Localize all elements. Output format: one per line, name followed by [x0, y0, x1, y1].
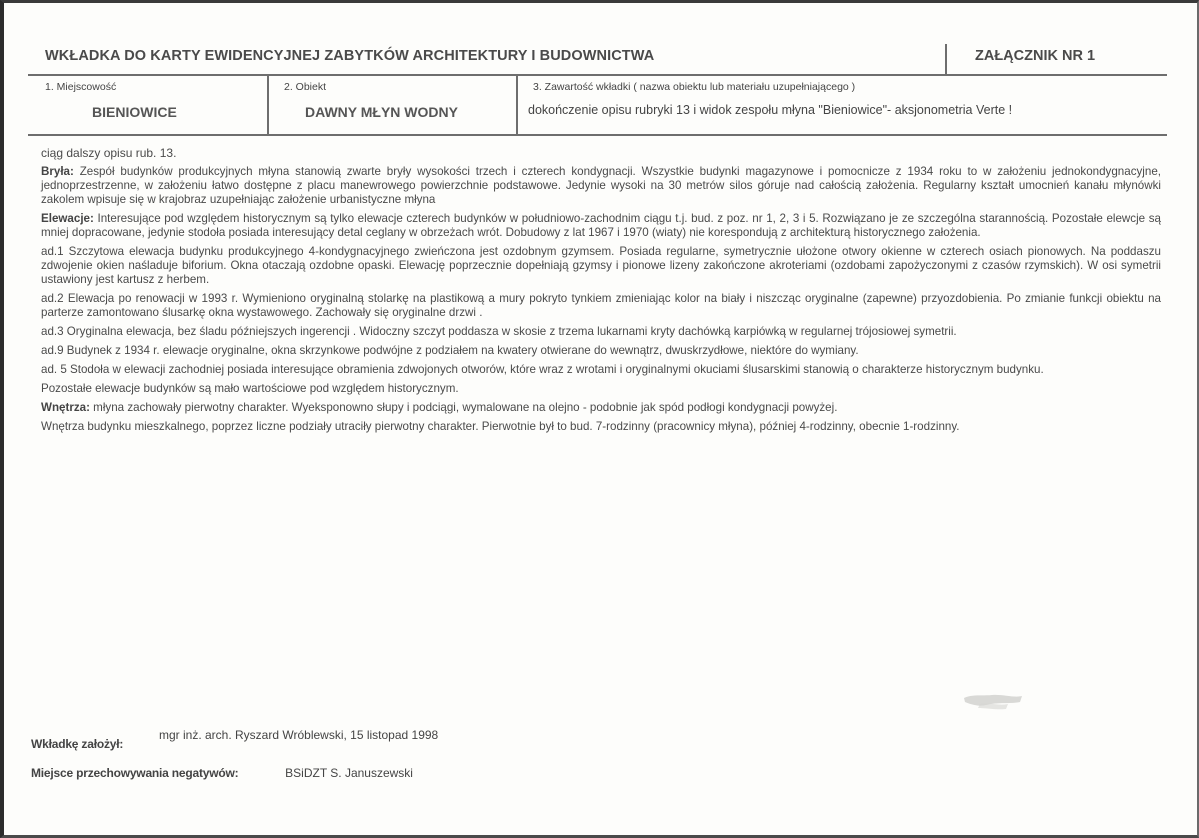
footer-created-value-row — [159, 728, 438, 742]
description-body — [41, 146, 1161, 439]
scan-smudge — [962, 690, 1024, 712]
paragraph-lead: Elewacje: — [41, 212, 94, 225]
paragraph-ad3 — [41, 325, 1161, 339]
footer-storage-row — [31, 766, 413, 780]
paragraph-ad1 — [41, 245, 1161, 287]
paragraph-ad9 — [41, 344, 1161, 358]
description-intro: ciąg dalszy opisu rub. 13. — [41, 146, 177, 160]
form-title: WKŁADKA DO KARTY EWIDENCYJNEJ ZABYTKÓW ARCHITEKTURY I BUDOWNICTWA — [45, 48, 655, 64]
paragraph-bryla — [41, 165, 1161, 207]
header-divider — [945, 44, 947, 74]
paragraph-ad2 — [41, 292, 1161, 320]
paragraph-text: Interesujące pod względem historycznym są tylko elewacje czterech budynków w południowo-zachodnim ciągu t.j. bud. z poz. nr 1, 2, 3 i 5. Rozwiązano je ze szczególna starannością. Pozostałe elewcje są mniej dopracowane, jedynie stodoła posiada interesujący detal ceglany w obrzeżach wrót. Dobudowy z lat 1967 i 1970 (wiaty) nie korespondują z architekturą historycznego założenia. — [41, 212, 1161, 239]
footer-created-label-row — [31, 737, 123, 751]
object-label: 2. Obiekt — [284, 81, 327, 93]
paragraph-text: Zespół budynków produkcyjnych młyna stanowią zwarte bryły wysokości trzech i czterech kondygnacji. Wszystkie budynki magazynowe i pomocnicze z 1934 roku to w założeniu jednokondygnacyjne, jednoprzestrzenne, w założeniu łatwo dostępne z placu manewrowego powierzchnie podstawowe. Jedynie wysoki na 30 metrów silos góruje nad całością założenia. Regularny kształt umocnień kanału młynówki zakolem wpisuje się w krajobraz uzupełniając założenie urbanistyczne młyna — [41, 165, 1161, 206]
annex-number: ZAŁĄCZNIK NR 1 — [975, 48, 1096, 64]
storage-value: BSiDZT S. Januszewski — [285, 766, 413, 780]
locality-value: BIENIOWICE — [92, 104, 177, 120]
paragraph-text: młyna zachowały pierwotny charakter. Wyeksponowno słupy i podciągi, wymalowane na olejno - podobnie jak spód podłogi kondygnacji powyżej. — [89, 401, 838, 414]
paragraph-text: ad.3 Oryginalna elewacja, bez śladu późniejszych ingerencji . Widoczny szczyt poddasza w skosie z trzema lukarnami kryty dachówką karpiówką w regularnej trójosiowej symetrii. — [41, 325, 957, 338]
form-fields-row — [28, 75, 1167, 136]
paragraph-lead: Wnętrza: — [41, 401, 90, 414]
paragraph-text: Pozostałe elewacje budynków są mało wartościowe pod względem historycznym. — [41, 382, 459, 395]
created-by-value: mgr inż. arch. Ryszard Wróblewski, 15 listopad 1998 — [159, 728, 439, 742]
field-divider — [267, 75, 269, 134]
storage-label: Miejsce przechowywania negatywów: — [31, 766, 239, 780]
paragraph-wnetrza-mieszkalne — [41, 420, 1161, 434]
contents-value: dokończenie opisu rubryki 13 i widok zespołu młyna "Bieniowice"- aksjonometria Verte ! — [528, 103, 1013, 117]
object-value: DAWNY MŁYN WODNY — [305, 104, 458, 120]
locality-label: 1. Miejscowość — [45, 81, 117, 93]
paragraph-text: Wnętrza budynku mieszkalnego, poprzez liczne podziały utraciły pierwotny charakter. Pierwotnie był to bud. 7-rodzinny (pracownicy młyna), później 4-rodzinny, obecnie 1-rodzinny. — [41, 420, 960, 433]
paragraph-pozostale — [41, 382, 1161, 396]
paragraph-text: ad.9 Budynek z 1934 r. elewacje oryginalne, okna skrzynkowe podwójne z podziałem na kwatery otwierane do wewnątrz, dwuskrzydłowe, niektóre do wymiany. — [41, 344, 859, 357]
form-header — [28, 40, 1167, 76]
paragraph-ad5 — [41, 363, 1161, 377]
contents-label: 3. Zawartość wkładki ( nazwa obiektu lub materiału uzupełniającego ) — [533, 81, 856, 93]
field-divider — [516, 75, 518, 134]
paragraph-text: ad.2 Elewacja po renowacji w 1993 r. Wymieniono oryginalną stolarkę na plastikową a mury pokryto tynkiem zmieniając kolor na biały i niszcząc oryginalne (zapewne) przyozdobienia. Po zmianie funkcji obiektu na parterze zamontowano ślusarkę okna wystawowego. Zachowały się oryginalne drzwi . — [41, 292, 1161, 319]
paragraph-lead: Bryła: — [41, 165, 74, 178]
paragraph-text: ad. 5 Stodoła w elewacji zachodniej posiada interesujące obramienia zdwojonych otworów, które wraz z wrotami i oryginalnymi okuciami ślusarskimi stanowią o charakterze historycznym budynku. — [41, 363, 1044, 376]
paragraph-text: ad.1 Szczytowa elewacja budynku produkcyjnego 4-kondygnacyjnego zwieńczona jest ozdobnym gzymsem. Posiada regularne, symetrycznie ułożone otwory okienne w czterech osiach pionowych. Na poddaszu zdwojenie okien naśladuje biforium. Okna otaczają ozdobne opaski. Elewację poprzecznie dopełniają gzymsy i pionowe lizeny zakończone akroteriami (ozdobami zapożyczonymi z czasów rzymskich). W osi symetrii ustawiony jest kartusz z herbem. — [41, 245, 1161, 286]
created-by-label: Wkładkę założył: — [31, 737, 124, 751]
paragraph-wnetrza — [41, 401, 1161, 415]
paragraph-elewacje — [41, 212, 1161, 240]
